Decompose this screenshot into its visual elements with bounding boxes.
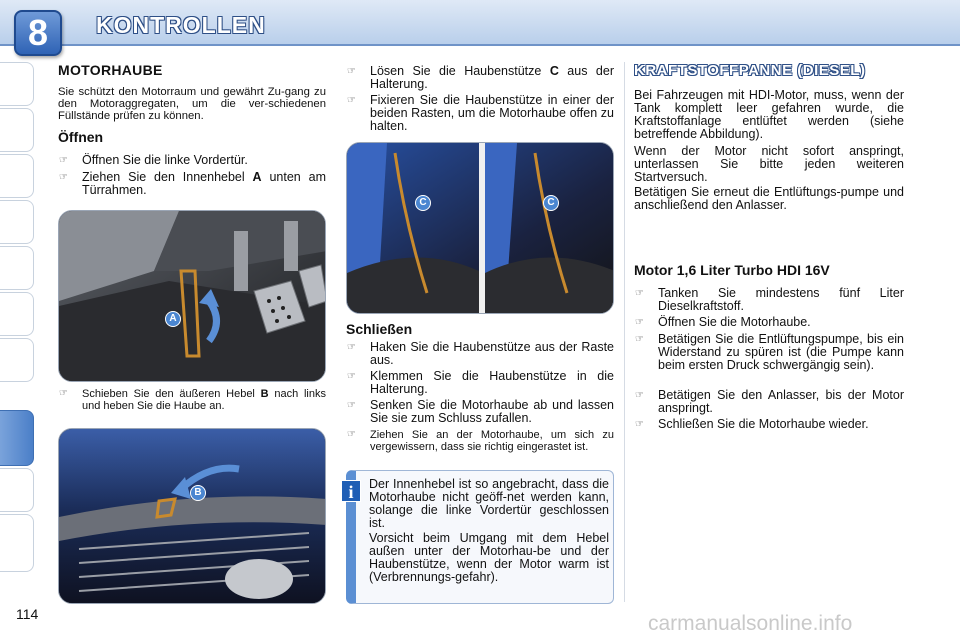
close-step-4: ☞ Ziehen Sie an der Motorhaube, um sich zu vergewissern, dass sie richtig eingerastet ist. <box>346 429 614 453</box>
chapter-tab-9[interactable] <box>0 468 34 512</box>
outer-lever-illustration <box>58 428 326 604</box>
engine-step-5: ☞ Schließen Sie die Motorhaube wieder. <box>634 418 904 431</box>
chapter-tab-2[interactable] <box>0 108 34 152</box>
chapter-number-badge: 8 <box>14 10 62 56</box>
chapter-tab-6[interactable] <box>0 292 34 336</box>
section-title-motorhaube: MOTORHAUBE <box>58 62 163 78</box>
engine-step-2: ☞ Öffnen Sie die Motorhaube. <box>634 316 904 329</box>
diesel-paragraph-3: Betätigen Sie erneut die Entlüftungs-pumpe und anschließend den Anlasser. <box>634 185 904 212</box>
close-step-1: ☞ Haken Sie die Haubenstütze aus der Raste aus. <box>346 341 614 367</box>
open-step-1: ☞ Öffnen Sie die linke Vordertür. <box>58 154 326 167</box>
footwell-drawing <box>59 211 326 382</box>
footwell-lever-illustration <box>58 210 326 382</box>
page-number: 114 <box>16 606 39 622</box>
open-step-2: ☞ Ziehen Sie den Innenhebel A unten am Türrahmen. <box>58 171 326 197</box>
diesel-paragraph-1: Bei Fahrzeugen mit HDI-Motor, muss, wenn der Tank komplett leer gefahren wurde, die Kraftstoffanlage entlüftet werden (siehe betreffende Abbildung). <box>634 88 904 141</box>
subtitle-schliessen: Schließen <box>346 321 413 337</box>
callout-a: A <box>165 311 181 327</box>
engine-step-3: ☞ Betätigen Sie die Entlüftungspumpe, bis ein Widerstand zu spüren ist (die Pumpe kann beim ersten Druck schwergängig sein). <box>634 333 904 372</box>
watermark: carmanualsonline.info <box>648 612 853 635</box>
close-step-3: ☞ Senken Sie die Motorhaube ab und lassen Sie sie zum Schluss zufallen. <box>346 399 614 425</box>
chapter-tab-5[interactable] <box>0 246 34 290</box>
engine-step-4: ☞ Betätigen Sie den Anlasser, bis der Motor anspringt. <box>634 389 904 415</box>
support-step-1: ☞ Lösen Sie die Haubenstütze C aus der Halterung. <box>346 65 614 91</box>
open-step-3: ☞ Schieben Sie den äußeren Hebel B nach links und heben Sie die Haube an. <box>58 388 326 412</box>
chapter-tab-4[interactable] <box>0 200 34 244</box>
callout-c-right: C <box>543 195 559 211</box>
chapter-tab-7[interactable] <box>0 338 34 382</box>
diesel-paragraph-2: Wenn der Motor nicht sofort anspringt, unterlassen Sie bitte jeden weiteren Startversuch. <box>634 144 904 184</box>
engine-step-1: ☞ Tanken Sie mindestens fünf Liter Dieselkraftstoff. <box>634 287 904 313</box>
callout-c-left: C <box>415 195 431 211</box>
close-step-2: ☞ Klemmen Sie die Haubenstütze in die Halterung. <box>346 370 614 396</box>
info-icon: i <box>341 480 361 502</box>
bonnet-stay-drawing <box>347 143 614 314</box>
column-divider <box>624 62 625 602</box>
chapter-tab-1[interactable] <box>0 62 34 106</box>
chapter-tab-10[interactable] <box>0 514 34 572</box>
subtitle-engine: Motor 1,6 Liter Turbo HDI 16V <box>634 262 830 278</box>
info-paragraph-2: Vorsicht beim Umgang mit dem Hebel außen unter der Motorhau-be und der Haubenstütze, wenn der Motor warm ist (Verbrennungs-gefahr). <box>369 531 609 584</box>
callout-b: B <box>190 485 206 501</box>
chapter-tab-8-active[interactable] <box>0 410 34 466</box>
intro-paragraph: Sie schützt den Motorraum und gewährt Zu-gang zu den Motoraggregaten, um die ver-schiedenen Füllstände prüfen zu können. <box>58 86 326 122</box>
bonnet-stay-illustration <box>346 142 614 314</box>
section-title-kraftstoffpanne: KRAFTSTOFFPANNE (DIESEL) <box>634 62 866 79</box>
subtitle-oeffnen: Öffnen <box>58 129 104 145</box>
grille-drawing <box>59 429 326 604</box>
chapter-title: KONTROLLEN <box>96 12 266 38</box>
chapter-tab-3[interactable] <box>0 154 34 198</box>
info-paragraph-1: Der Innenhebel ist so angebracht, dass die Motorhaube nicht geöff-net werden kann, solange die linke Vordertür geschlossen ist. <box>369 477 609 530</box>
support-step-2: ☞ Fixieren Sie die Haubenstütze in einer der beiden Rasten, um die Motorhaube offen zu halten. <box>346 94 614 133</box>
